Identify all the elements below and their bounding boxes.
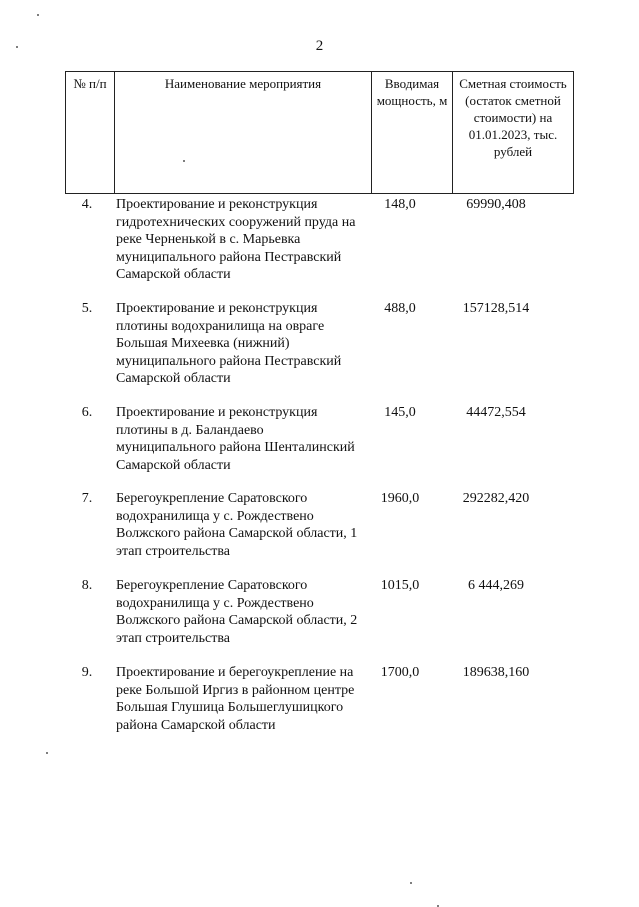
row-name: Проектирование и реконструкция плотины в д. Баландаево муниципального района Шенталинский Самарской области [116, 405, 355, 473]
scan-speck [183, 160, 185, 162]
header-power: Вводимая мощность, м [372, 72, 453, 194]
header-cost: Сметная стоимость (остаток сметной стоимости) на 01.01.2023, тыс. рублей [453, 72, 574, 194]
row-number: 6. [81, 405, 93, 420]
scan-speck [410, 882, 412, 884]
row-name: Берегоукрепление Саратовского водохранилища у с. Рождествено Волжского района Самарской области, 1 этап строительства [116, 491, 358, 559]
row-cost: 6 444,269 [468, 578, 524, 593]
header-num: № п/п [66, 72, 115, 194]
row-power: 145,0 [384, 405, 416, 420]
row-cost: 292282,420 [462, 491, 530, 506]
row-name: Проектирование и реконструкция гидротехнических сооружений пруда на реке Черненькой в с. Марьевка муниципального района Пестравский Самарской области [116, 197, 356, 282]
row-power: 1700,0 [380, 665, 420, 680]
row-number: 4. [81, 197, 93, 212]
row-name: Берегоукрепление Саратовского водохранилища у с. Рождествено Волжского района Самарской области, 2 этап строительства [116, 578, 358, 646]
row-name: Проектирование и реконструкция плотины водохранилища на овраге Большая Михеевка (нижний) муниципального района Пестравский Самарской области [116, 301, 342, 386]
scan-speck [37, 14, 39, 16]
scan-speck [46, 752, 48, 754]
row-power: 488,0 [384, 301, 416, 316]
row-cost: 189638,160 [462, 665, 530, 680]
table-header [65, 71, 574, 194]
row-power: 148,0 [384, 197, 416, 212]
row-cost: 69990,408 [466, 197, 526, 212]
row-power: 1960,0 [380, 491, 420, 506]
row-number: 7. [81, 491, 93, 506]
page-number: 2 [315, 38, 324, 54]
header-name: Наименование мероприятия [115, 72, 372, 194]
row-number: 5. [81, 301, 93, 316]
row-name: Проектирование и берегоукрепление на реке Большой Иргиз в районном центре Большая Глушица Большеглушицкого района Самарской области [116, 665, 355, 733]
row-power: 1015,0 [380, 578, 420, 593]
row-number: 8. [81, 578, 93, 593]
row-number: 9. [81, 665, 93, 680]
scan-speck [16, 46, 18, 48]
row-cost: 44472,554 [466, 405, 526, 420]
row-cost: 157128,514 [462, 301, 530, 316]
